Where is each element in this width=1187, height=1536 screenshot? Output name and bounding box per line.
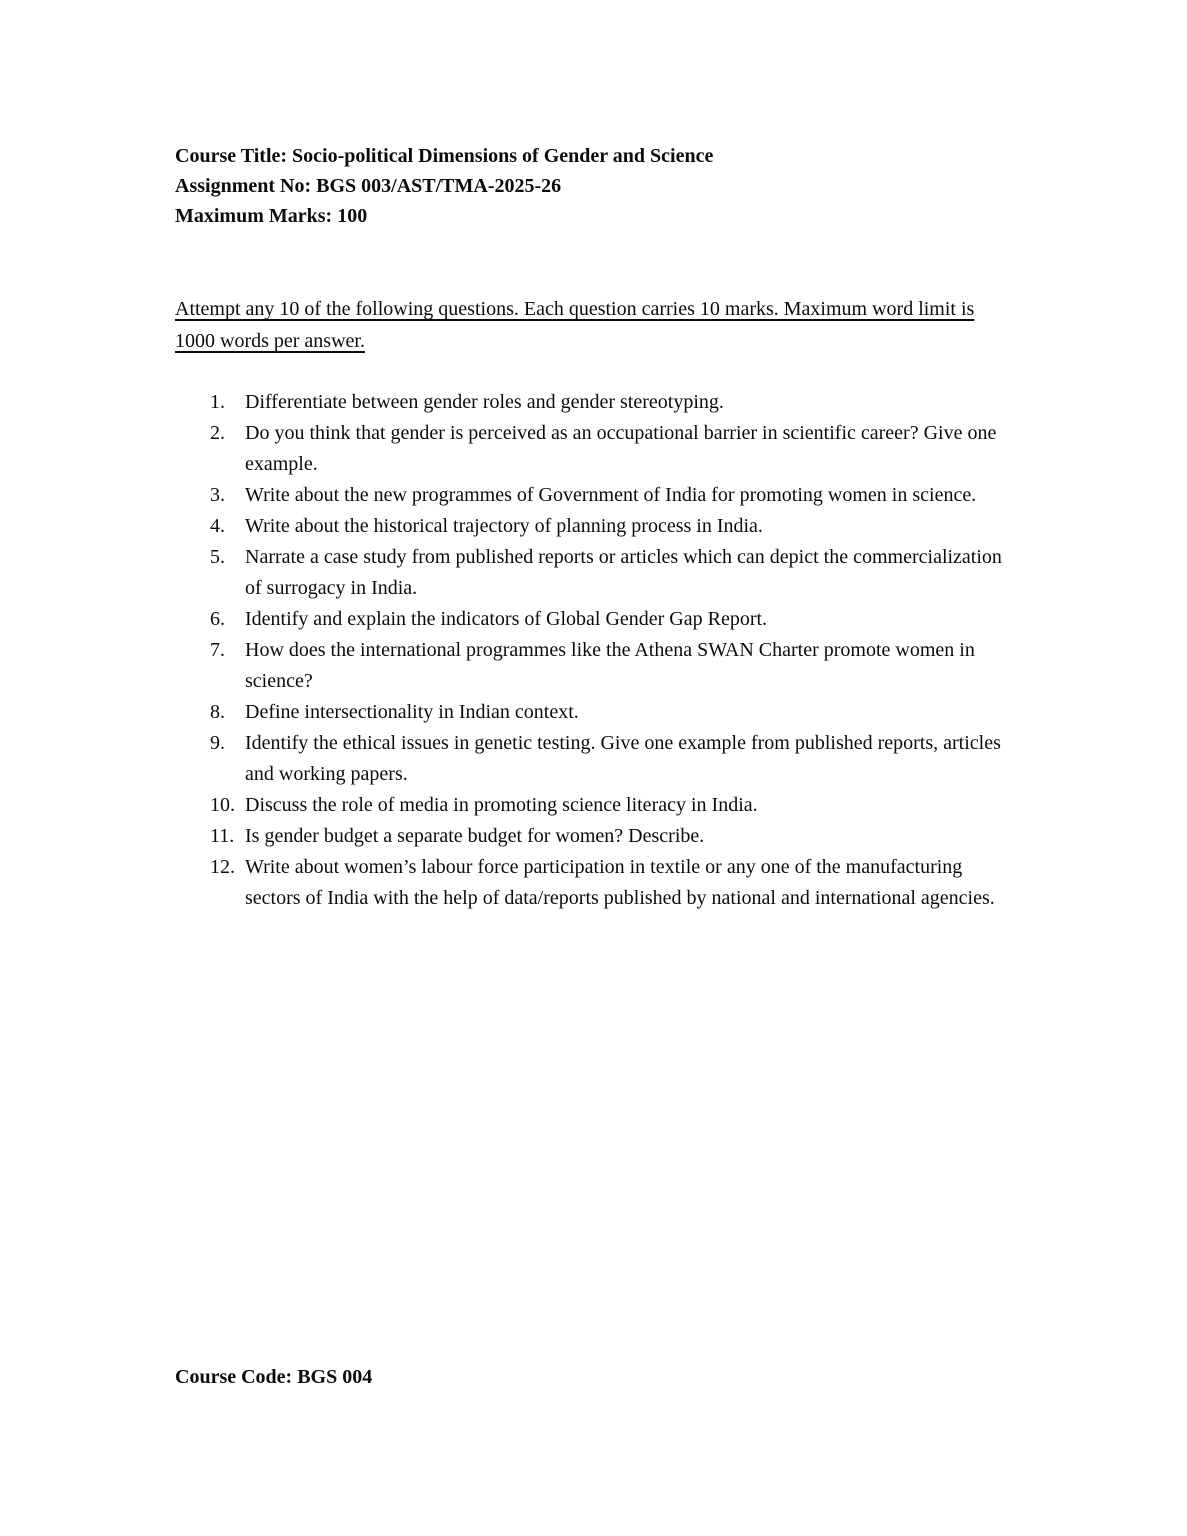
question-number: 1. bbox=[210, 391, 225, 413]
course-code-line: Course Code: BGS 004 bbox=[175, 1366, 373, 1388]
question-text: Write about the new programmes of Government of India for promoting women in science. bbox=[245, 484, 977, 506]
question-number: 8. bbox=[210, 701, 225, 723]
question-item bbox=[210, 604, 1008, 635]
question-number: 11. bbox=[210, 825, 235, 847]
question-list bbox=[210, 387, 1008, 914]
question-number: 3. bbox=[210, 484, 225, 506]
question-text: Narrate a case study from published reports or articles which can depict the commercialization of surrogacy in India. bbox=[245, 546, 1002, 599]
question-number: 7. bbox=[210, 639, 225, 661]
question-number: 4. bbox=[210, 515, 225, 537]
question-number: 12. bbox=[210, 856, 235, 878]
question-number: 10. bbox=[210, 794, 235, 816]
question-item bbox=[210, 480, 1008, 511]
question-text: How does the international programmes like the Athena SWAN Charter promote women in science? bbox=[245, 639, 975, 692]
question-text: Do you think that gender is perceived as an occupational barrier in scientific career? Give one example. bbox=[245, 422, 997, 475]
question-item bbox=[210, 821, 1008, 852]
course-title-line: Course Title: Socio-political Dimensions of Gender and Science bbox=[175, 145, 714, 167]
question-item bbox=[210, 697, 1008, 728]
maximum-marks-line: Maximum Marks: 100 bbox=[175, 205, 368, 227]
question-number: 9. bbox=[210, 732, 225, 754]
question-text: Write about the historical trajectory of planning process in India. bbox=[245, 515, 763, 537]
question-text: Identify and explain the indicators of Global Gender Gap Report. bbox=[245, 608, 768, 630]
question-item bbox=[210, 387, 1008, 418]
question-item bbox=[210, 418, 1008, 480]
instructions-paragraph: Attempt any 10 of the following questions. Each question carries 10 marks. Maximum word limit is 1000 words per answer. bbox=[175, 298, 975, 352]
question-item bbox=[210, 542, 1008, 604]
question-item bbox=[210, 511, 1008, 542]
question-number: 6. bbox=[210, 608, 225, 630]
question-number: 2. bbox=[210, 422, 225, 444]
question-text: Is gender budget a separate budget for women? Describe. bbox=[245, 825, 705, 847]
assignment-no-line: Assignment No: BGS 003/AST/TMA-2025-26 bbox=[175, 175, 562, 197]
question-item bbox=[210, 728, 1008, 790]
document-page bbox=[175, 141, 1010, 914]
question-number: 5. bbox=[210, 546, 225, 568]
question-text: Identify the ethical issues in genetic testing. Give one example from published reports, articles and working papers. bbox=[245, 732, 1001, 785]
question-text: Define intersectionality in Indian context. bbox=[245, 701, 579, 723]
question-text: Discuss the role of media in promoting science literacy in India. bbox=[245, 794, 758, 816]
question-text: Differentiate between gender roles and gender stereotyping. bbox=[245, 391, 724, 413]
question-item bbox=[210, 852, 1008, 914]
question-text: Write about women’s labour force participation in textile or any one of the manufacturing sectors of India with the help of data/reports published by national and international agencies. bbox=[245, 856, 995, 909]
question-item bbox=[210, 635, 1008, 697]
question-item bbox=[210, 790, 1008, 821]
